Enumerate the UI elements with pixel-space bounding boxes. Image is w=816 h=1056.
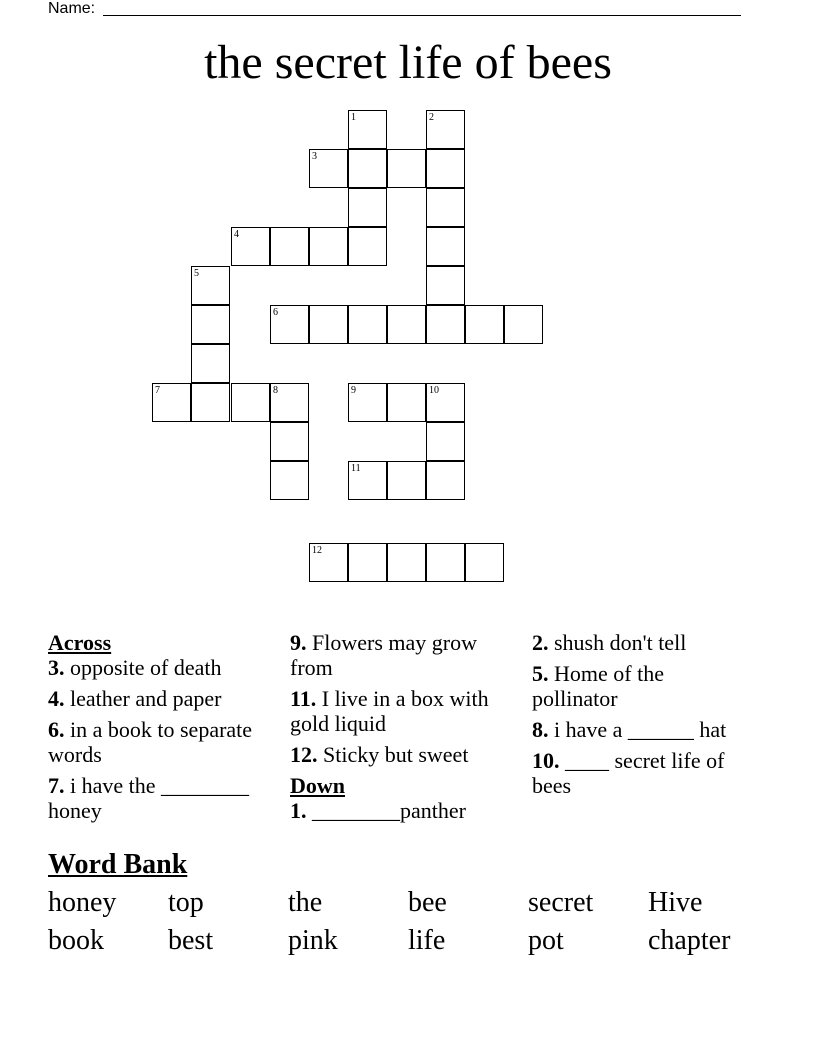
crossword-cell[interactable]	[270, 461, 309, 500]
clue-number: 6	[273, 307, 278, 318]
clue-number: 2	[429, 112, 434, 123]
word-bank-word: secret	[528, 887, 594, 918]
clue-number: 11	[351, 463, 361, 474]
word-bank-word: Hive	[648, 887, 703, 918]
clue-across-11: 11. I live in a box with gold liquid	[290, 686, 489, 736]
clue-across-7: 7. i have the ________ honey	[48, 773, 250, 823]
crossword-cell[interactable]	[191, 344, 230, 383]
crossword-cell[interactable]	[465, 305, 504, 344]
word-bank-word: pink	[288, 925, 338, 956]
crossword-cell[interactable]	[426, 227, 465, 266]
clue-across-12: 12. Sticky but sweet	[290, 742, 469, 767]
crossword-cell[interactable]	[348, 149, 387, 188]
word-bank-word: book	[48, 925, 104, 956]
clue-number: 8	[273, 385, 278, 396]
word-bank-word: the	[288, 887, 323, 918]
clue-down-1: 1. ________panther	[290, 798, 466, 823]
crossword-cell[interactable]	[387, 305, 426, 344]
clue-across-4: 4. leather and paper	[48, 686, 222, 711]
clue-number: 4	[234, 229, 239, 240]
crossword-cell[interactable]	[191, 305, 230, 344]
word-bank-word: pot	[528, 925, 564, 956]
crossword-cell[interactable]	[426, 305, 465, 344]
clue-number: 12	[312, 545, 322, 556]
crossword-cell[interactable]	[426, 266, 465, 305]
name-label: Name:	[48, 0, 96, 17]
crossword-cell[interactable]	[387, 383, 426, 422]
crossword-cell[interactable]	[348, 188, 387, 227]
word-bank-word: bee	[408, 887, 447, 918]
clue-down-8: 8. i have a ______ hat	[532, 717, 727, 742]
crossword-cell[interactable]	[231, 383, 270, 422]
crossword-cell[interactable]	[426, 188, 465, 227]
crossword-cell[interactable]	[270, 422, 309, 461]
clues-column-3	[532, 630, 742, 804]
crossword-cell[interactable]	[426, 422, 465, 461]
clue-number: 5	[194, 268, 199, 279]
crossword-cell[interactable]	[270, 227, 309, 266]
word-bank-title: Word Bank	[48, 849, 188, 880]
crossword-cell[interactable]	[465, 543, 504, 582]
crossword-cell[interactable]	[387, 149, 426, 188]
clue-number: 10	[429, 385, 439, 396]
crossword-cell[interactable]	[191, 383, 230, 422]
down-heading: Down	[290, 773, 346, 798]
crossword-cell[interactable]	[309, 305, 348, 344]
crossword-cell[interactable]	[387, 543, 426, 582]
page-title: the secret life of bees	[204, 36, 612, 89]
word-bank-word: chapter	[648, 925, 731, 956]
crossword-cell[interactable]	[387, 461, 426, 500]
word-bank-word: top	[168, 887, 204, 918]
clue-number: 3	[312, 151, 317, 162]
crossword-cell[interactable]	[504, 305, 543, 344]
clues-column-2	[290, 630, 510, 829]
clue-down-2: 2. shush don't tell	[532, 630, 687, 655]
word-bank-word: life	[408, 925, 446, 956]
clues-column-1	[48, 630, 268, 829]
crossword-cell[interactable]	[348, 305, 387, 344]
crossword-cell[interactable]	[309, 227, 348, 266]
clue-across-9: 9. Flowers may grow from	[290, 630, 477, 680]
clue-across-3: 3. opposite of death	[48, 655, 222, 680]
word-bank-word: honey	[48, 887, 117, 918]
crossword-cell[interactable]	[426, 543, 465, 582]
clue-down-10: 10. ____ secret life of bees	[532, 748, 725, 798]
crossword-cell[interactable]	[348, 543, 387, 582]
word-bank-word: best	[168, 925, 214, 956]
clue-down-5: 5. Home of the pollinator	[532, 661, 664, 711]
across-heading: Across	[48, 630, 112, 655]
crossword-cell[interactable]	[426, 149, 465, 188]
clue-number: 1	[351, 112, 356, 123]
clue-number: 9	[351, 385, 356, 396]
crossword-cell[interactable]	[348, 227, 387, 266]
clue-across-6: 6. in a book to separate words	[48, 717, 253, 767]
crossword-cell[interactable]	[426, 461, 465, 500]
clue-number: 7	[155, 385, 160, 396]
